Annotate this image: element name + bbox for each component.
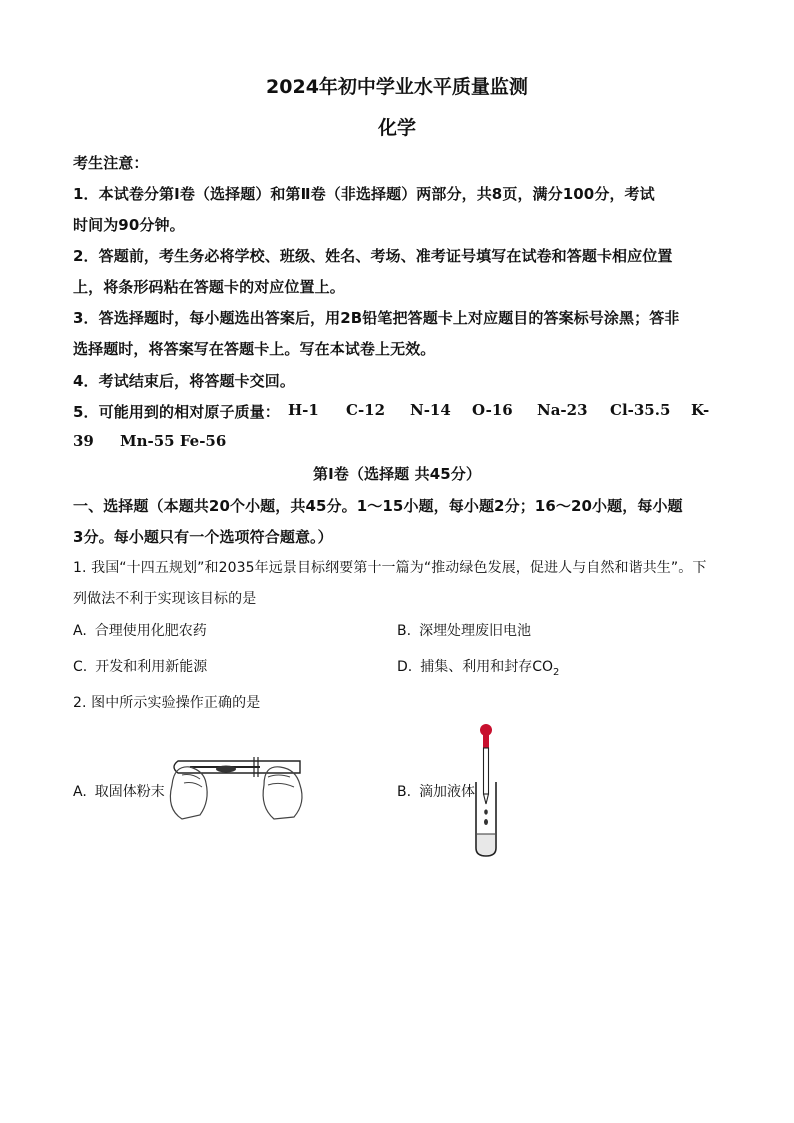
q1-option-c	[73, 656, 207, 676]
notice-item-3-line-1: 3．答选择题时，每小题选出答案后，用2B铅笔把答题卡上对应题目的答案标号涂黑；答非	[73, 309, 680, 327]
notice-item-3-line-2: 选择题时，将答案写在答题卡上。写在本试卷上无效。	[73, 340, 436, 358]
section-title: 第Ⅰ卷（选择题 共45分）	[313, 465, 481, 483]
q1-stem-line-2: 列做法不利于实现该目标的是	[73, 591, 257, 607]
notice-item-1-line-2: 时间为90分钟。	[73, 216, 185, 234]
mass-h: H-1	[288, 401, 319, 419]
notice-item-1-line-1: 1．本试卷分第Ⅰ卷（选择题）和第Ⅱ卷（非选择题）两部分，共8页，满分100分，考试	[73, 185, 655, 203]
notice-heading: 考生注意：	[73, 154, 149, 172]
q2-option-b	[397, 781, 475, 801]
option-label: B.	[397, 623, 412, 639]
option-label: D.	[397, 659, 413, 675]
option-text: 开发和利用新能源	[95, 659, 208, 675]
co2-subscript: 2	[553, 666, 560, 678]
option-label: A.	[73, 784, 87, 800]
option-label: C.	[73, 659, 88, 675]
test-tube-powder-illustration	[160, 745, 315, 825]
mass-cl: Cl-35.5	[610, 401, 671, 419]
option-text: 深埋处理废旧电池	[419, 623, 532, 639]
dropper-tube-illustration	[468, 722, 508, 858]
q1-option-a	[73, 620, 207, 640]
q1-option-d	[397, 656, 559, 678]
section-instructions-line-2: 3分。每小题只有一个选项符合题意。）	[73, 528, 333, 546]
section-instructions-line-1: 一、选择题（本题共20个小题，共45分。1～15小题，每小题2分；16～20小题，每小题	[73, 497, 683, 515]
mass-c: C-12	[346, 401, 386, 419]
option-text: 合理使用化肥农药	[94, 623, 207, 639]
q2-option-a	[73, 781, 165, 801]
q1-option-b	[397, 620, 531, 640]
exam-title: 2024年初中学业水平质量监测	[266, 76, 528, 98]
option-label: A.	[73, 623, 87, 639]
notice-item-4: 4．考试结束后，将答题卡交回。	[73, 372, 295, 390]
mass-k-value: 39	[73, 432, 94, 450]
notice-item-2-line-1: 2．答题前，考生务必将学校、班级、姓名、考场、准考证号填写在试卷和答题卡相应位置	[73, 247, 673, 265]
q1-stem-line-1: 1. 我国“十四五规划”和2035年远景目标纲要第十一篇为“推动绿色发展，促进人与自然和谐共生”。下	[73, 560, 707, 576]
option-text: 捕集、利用和封存CO	[420, 659, 554, 675]
mass-o: O-16	[472, 401, 513, 419]
q2-stem: 2. 图中所示实验操作正确的是	[73, 695, 261, 711]
notice-item-2-line-2: 上，将条形码粘在答题卡的对应位置上。	[73, 278, 345, 296]
option-text: 取固体粉末	[94, 784, 165, 800]
notice-item-5-label: 5．可能用到的相对原子质量：	[73, 403, 280, 421]
mass-na: Na-23	[537, 401, 588, 419]
option-text: 滴加液体	[419, 784, 476, 800]
subject-title: 化学	[377, 117, 416, 139]
option-label: B.	[397, 784, 412, 800]
mass-k: K-	[691, 401, 710, 419]
mass-n: N-14	[410, 401, 451, 419]
mass-mn-fe: Mn-55 Fe-56	[120, 432, 227, 450]
